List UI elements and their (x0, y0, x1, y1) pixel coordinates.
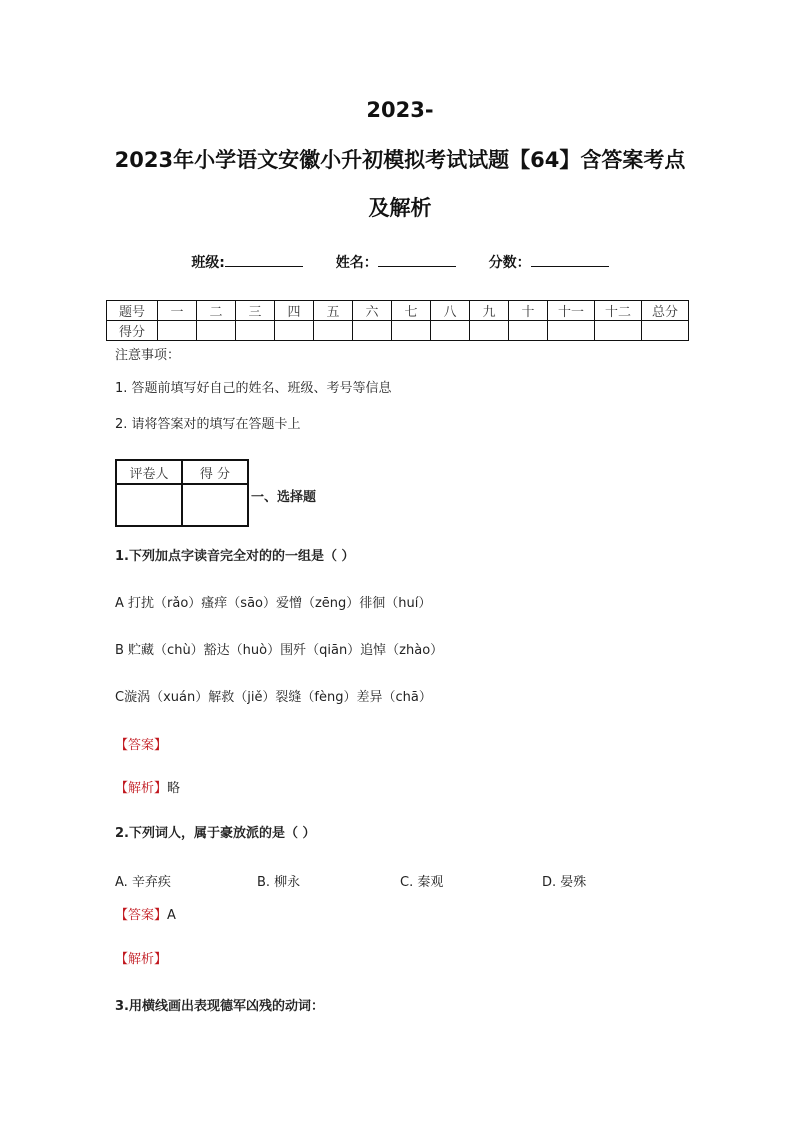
grader-score-label: 得 分 (182, 460, 248, 484)
score-header-cell: 六 (353, 301, 392, 321)
score-header-cell: 四 (275, 301, 314, 321)
class-label: 班级: (191, 255, 225, 271)
q3-stem: 3.用横线画出表现德军凶残的动词： (115, 999, 324, 1014)
score-header-cell: 七 (392, 301, 431, 321)
score-table (106, 300, 689, 341)
q1-stem: 1.下列加点字读音完全对的的一组是（ ） (115, 549, 355, 564)
score-cell[interactable] (642, 321, 689, 341)
score-cell[interactable] (509, 321, 548, 341)
score-header-cell: 十一 (548, 301, 595, 321)
score-cell[interactable] (275, 321, 314, 341)
score-cell[interactable] (158, 321, 197, 341)
title-line-2: 2023年小学语文安徽小升初模拟考试试题【64】含答案考点 (114, 148, 686, 172)
class-field[interactable] (225, 252, 303, 267)
score-cell[interactable] (353, 321, 392, 341)
q1-analysis-label: 【解析】 (115, 781, 168, 796)
notice-item-2: 2. 请将答案对的填写在答题卡上 (115, 417, 301, 432)
section-title: 一、选择题 (251, 490, 317, 505)
q2-analysis-label: 【解析】 (115, 952, 168, 967)
score-header-cell: 八 (431, 301, 470, 321)
notice-item-1: 1. 答题前填写好自己的姓名、班级、考号等信息 (115, 381, 392, 396)
score-cell[interactable] (470, 321, 509, 341)
name-field[interactable] (378, 252, 456, 267)
score-field[interactable] (531, 252, 609, 267)
score-label: 分数： (488, 255, 531, 271)
score-cell[interactable] (595, 321, 642, 341)
q1-option-b: B 贮藏（chù）豁达（huò）围歼（qiān）追悼（zhào） (115, 643, 444, 658)
q1-option-c: C漩涡（xuán）解救（jiě）裂缝（fèng）差异（chā） (115, 690, 432, 705)
grader-table (115, 459, 249, 527)
q2-option-d: D. 晏殊 (542, 875, 587, 890)
score-cell[interactable] (236, 321, 275, 341)
score-header-cell: 题号 (107, 301, 158, 321)
score-header-cell: 十二 (595, 301, 642, 321)
score-header-cell: 九 (470, 301, 509, 321)
q2-option-a: A. 辛弃疾 (115, 875, 171, 890)
q2-answer (115, 904, 176, 923)
q2-stem: 2.下列词人，属于豪放派的是（ ） (115, 826, 316, 841)
q2-answer-text: A (167, 908, 176, 923)
title-line-1: 2023- (366, 98, 434, 122)
score-table-score-row (107, 321, 689, 341)
student-info (0, 252, 800, 272)
name-label: 姓名： (335, 255, 378, 271)
notice-heading: 注意事项： (115, 348, 181, 363)
score-cell[interactable] (548, 321, 595, 341)
grader-name-cell[interactable] (116, 484, 182, 526)
score-header-cell: 五 (314, 301, 353, 321)
score-cell[interactable] (392, 321, 431, 341)
title-line-3: 及解析 (368, 196, 432, 220)
score-header-cell: 三 (236, 301, 275, 321)
score-cell[interactable] (314, 321, 353, 341)
q2-option-b: B. 柳永 (257, 875, 301, 890)
q2-option-c: C. 秦观 (400, 875, 444, 890)
score-header-cell: 十 (509, 301, 548, 321)
grader-label: 评卷人 (116, 460, 182, 484)
grader-score-cell[interactable] (182, 484, 248, 526)
score-header-cell: 总分 (642, 301, 689, 321)
q1-option-a: A 打扰（rǎo）瘙痒（sāo）爱憎（zēng）徘徊（huí） (115, 596, 432, 611)
score-table-header-row (107, 301, 689, 321)
q1-analysis-text: 略 (167, 781, 181, 796)
q2-answer-label: 【答案】 (115, 908, 168, 923)
score-header-cell: 二 (197, 301, 236, 321)
q1-analysis (115, 777, 180, 796)
score-row-label: 得分 (107, 321, 158, 341)
score-header-cell: 一 (158, 301, 197, 321)
q1-answer-label: 【答案】 (115, 738, 168, 753)
score-cell[interactable] (197, 321, 236, 341)
score-cell[interactable] (431, 321, 470, 341)
